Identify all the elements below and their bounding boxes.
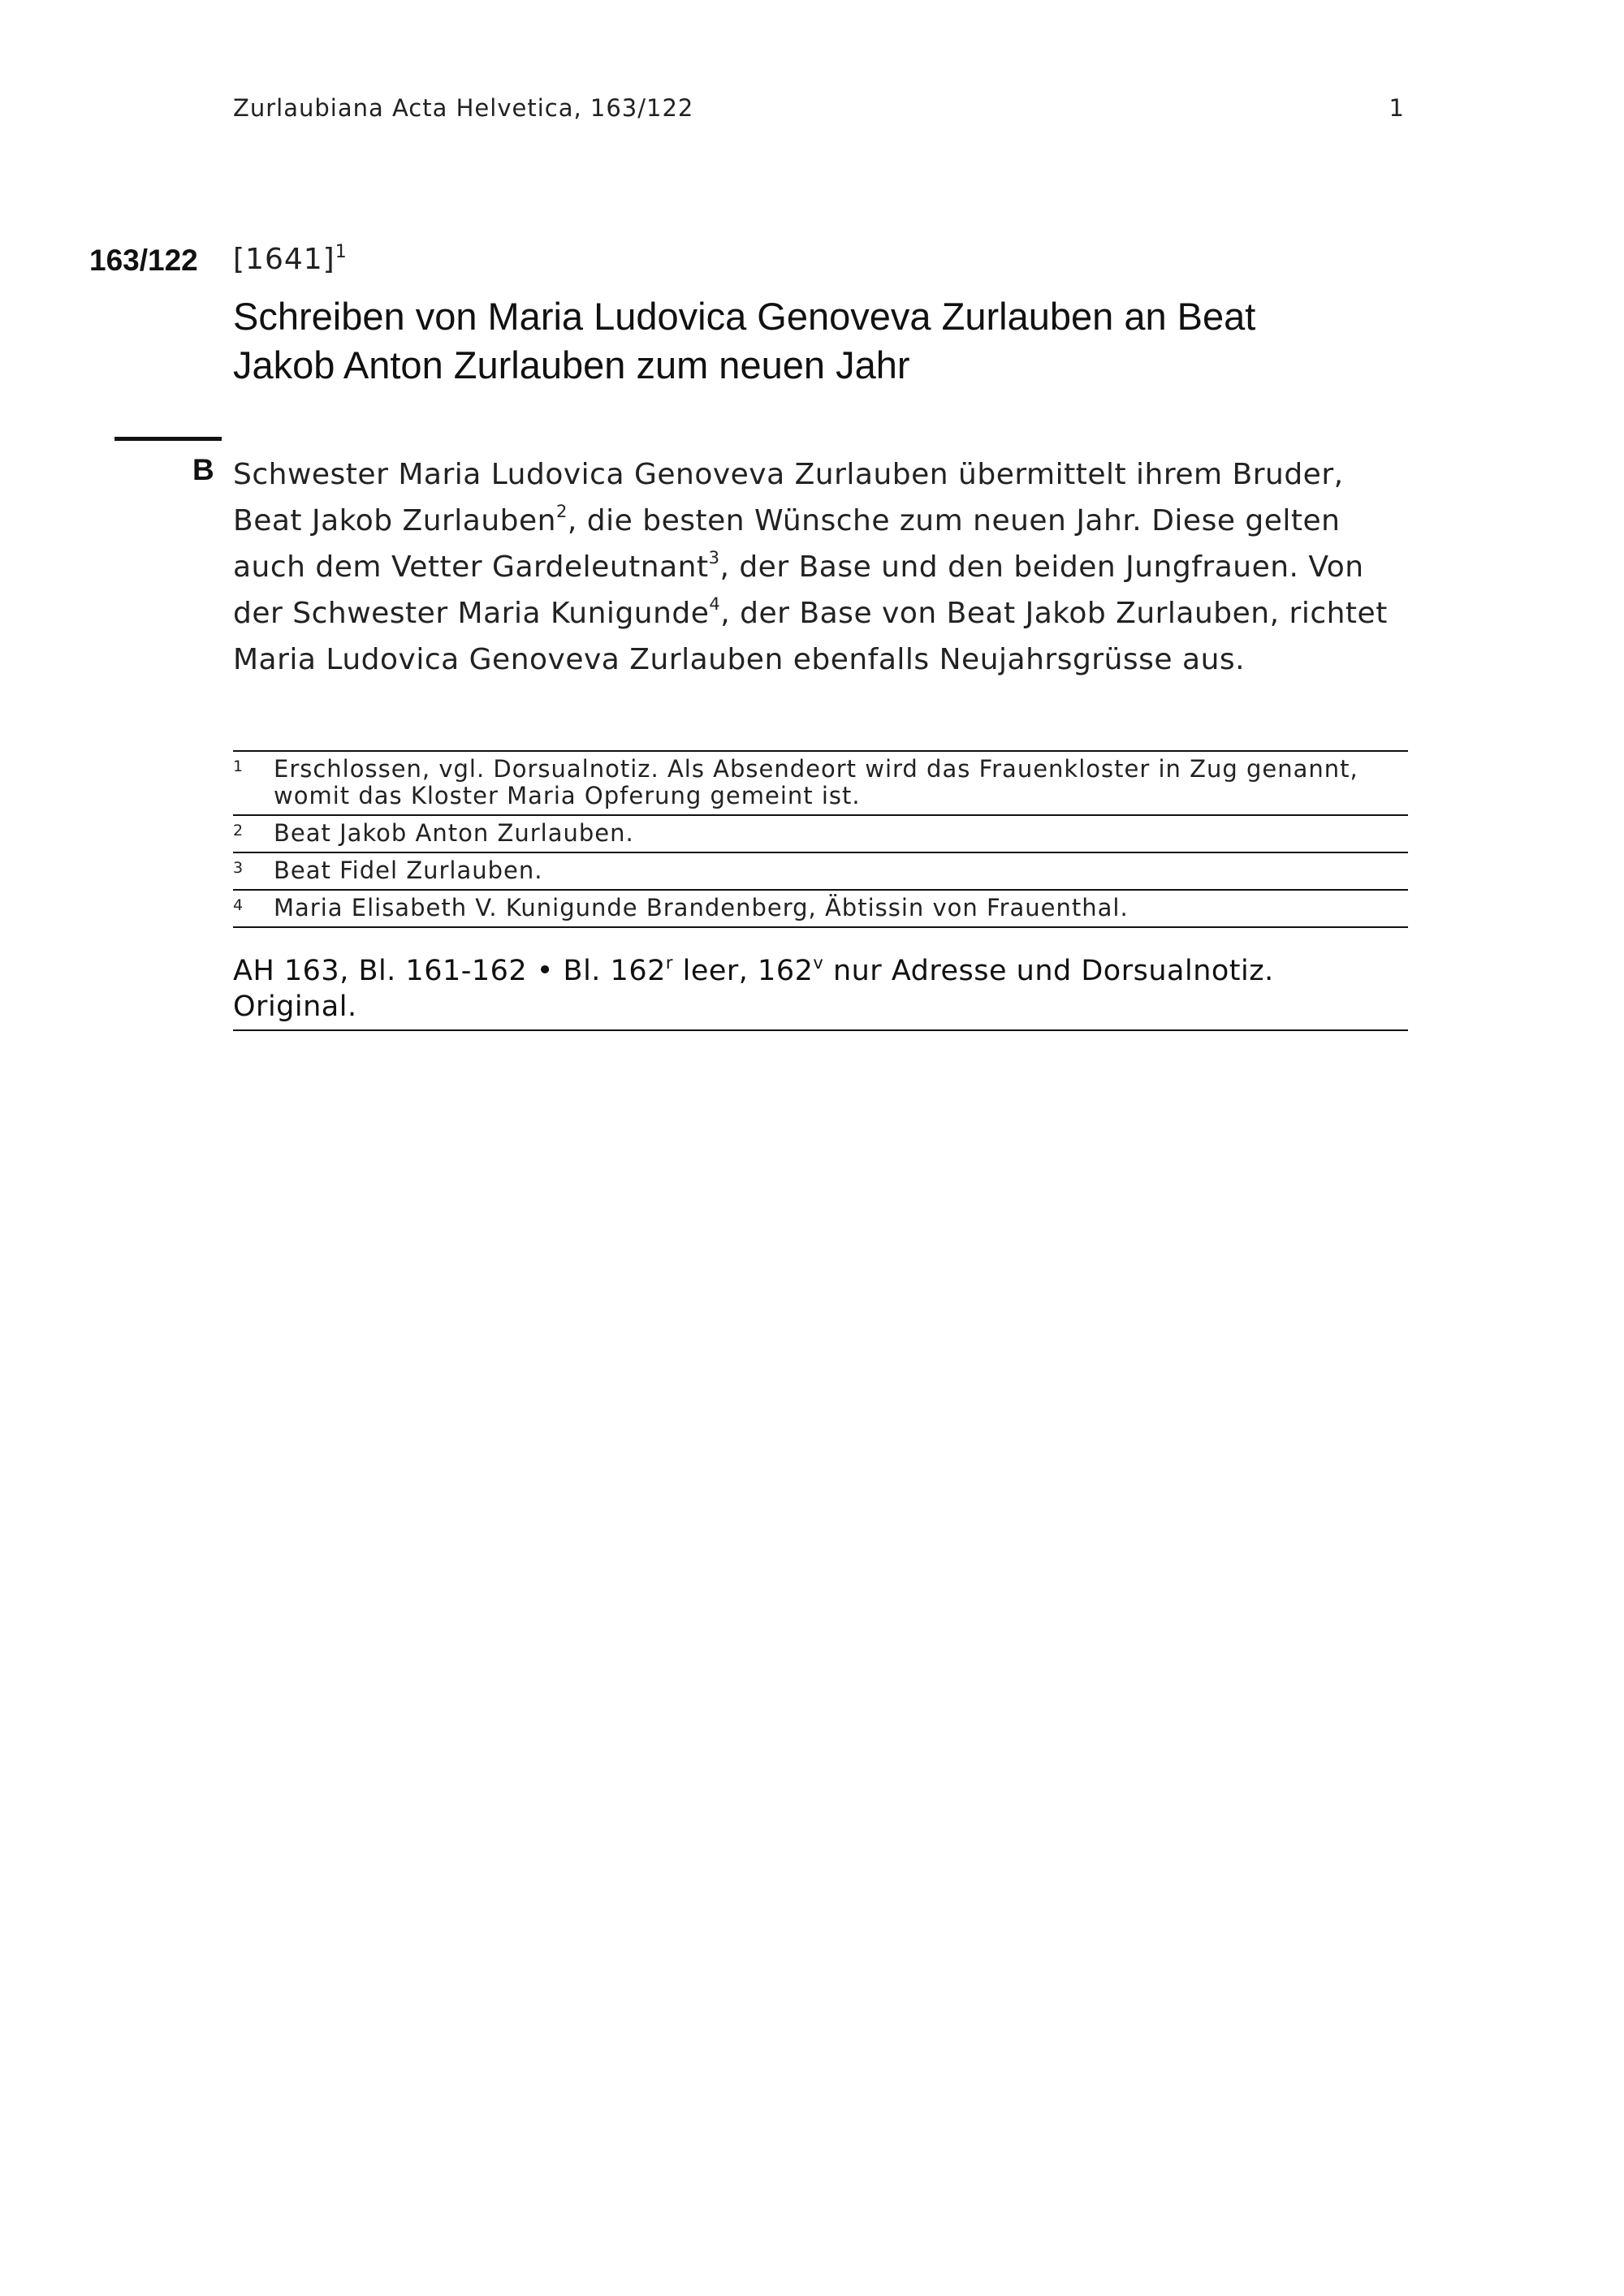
footnote-mark: 2 (233, 822, 244, 839)
footnote-ref-1[interactable]: 1 (335, 242, 348, 262)
footnote-item (233, 891, 1408, 928)
source-line-2: Original. (233, 990, 357, 1023)
verso-mark: v (813, 953, 824, 973)
entry-number: 163/122 (89, 244, 198, 277)
footnote-item (233, 853, 1408, 891)
source-part-2: leer, 162 (673, 955, 814, 987)
entry-date-text: [1641] (233, 243, 335, 276)
running-header (233, 94, 1405, 122)
footnote-ref-2[interactable]: 2 (556, 502, 568, 521)
recto-mark: r (665, 953, 673, 973)
summary-part-4: , der Base von Beat Jakob Zurlauben, richtet Maria Ludovica Genoveva Zurlauben ebenfalls Neujahrsgrüsse aus. (233, 597, 1388, 676)
footnote-text: Beat Jakob Anton Zurlauben. (274, 819, 634, 847)
footnote-mark: 1 (233, 757, 244, 775)
section-divider (114, 437, 222, 441)
entry-date (233, 242, 348, 276)
section-label-b: B (192, 453, 214, 486)
footnote-ref-3[interactable]: 3 (708, 548, 720, 568)
footnote-item (233, 816, 1408, 853)
footnote-item (233, 752, 1408, 816)
summary-part-2: , die besten Wünsche zum neuen Jahr. Diese gelten auch dem Vetter Gardeleutnant (233, 504, 1341, 584)
summary-text (233, 451, 1419, 683)
source-note (233, 953, 1408, 1031)
footnotes-block (233, 750, 1408, 928)
source-part-3: nur Adresse und Dorsualnotiz. (823, 955, 1274, 987)
summary-part-1: Schwester Maria Ludovica Genoveva Zurlauben übermittelt ihrem Bruder, Beat Jakob Zurlauben (233, 458, 1344, 537)
footnote-mark: 3 (233, 859, 244, 877)
summary-part-3: , der Base und den beiden Jungfrauen. Von der Schwester Maria Kunigunde (233, 550, 1364, 630)
source-line-1 (233, 953, 1408, 989)
entry-title: Schreiben von Maria Ludovica Genoveva Zurlauben an Beat Jakob Anton Zurlauben zum neuen Jahr (233, 295, 1256, 386)
footnote-ref-4[interactable]: 4 (709, 594, 721, 614)
footnote-mark: 4 (233, 896, 244, 914)
footnote-text: Beat Fidel Zurlauben. (274, 857, 543, 884)
footnote-text: Maria Elisabeth V. Kunigunde Brandenberg, Äbtissin von Frauenthal. (274, 894, 1129, 921)
running-title: Zurlaubiana Acta Helvetica, 163/122 (233, 94, 694, 122)
source-part-1: AH 163, Bl. 161-162 • Bl. 162 (233, 955, 666, 987)
footnote-text: Erschlossen, vgl. Dorsualnotiz. Als Absendeort wird das Frauenkloster in Zug genannt, womit das Kloster Maria Opferung gemeint ist. (274, 755, 1358, 809)
page-number: 1 (1389, 94, 1405, 122)
